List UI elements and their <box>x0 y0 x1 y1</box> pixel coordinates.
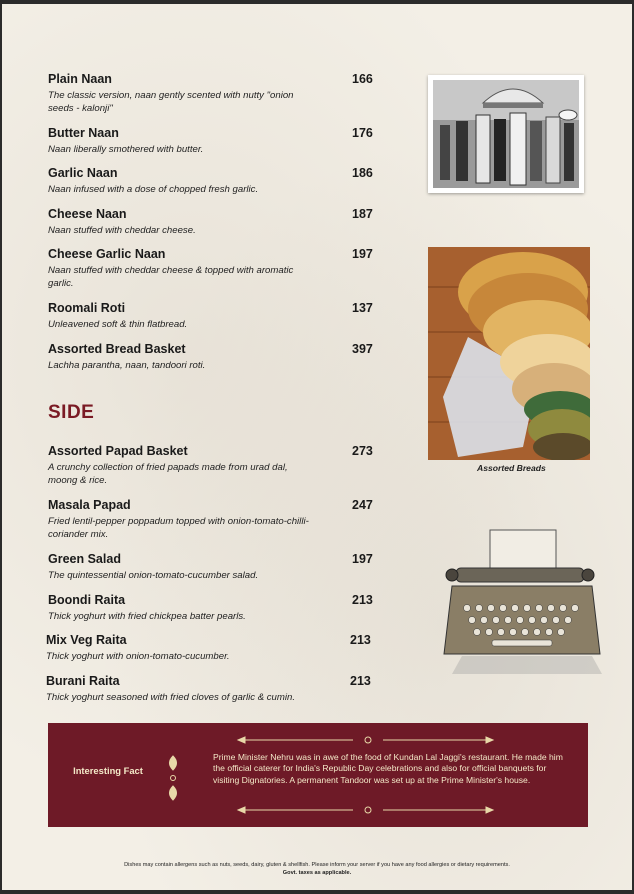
item-name: Mix Veg Raita <box>46 633 127 647</box>
item-description: Thick yoghurt with fried chickpea batter pearls. <box>48 611 246 622</box>
menu-item-green-salad <box>48 552 388 583</box>
item-name: Assorted Bread Basket <box>48 342 186 356</box>
item-description: Thick yoghurt seasoned with fried cloves of garlic & cumin. <box>46 692 296 703</box>
menu-item-cheese-naan <box>48 207 388 238</box>
menu-item-mix-veg-raita <box>46 633 386 664</box>
item-price: 176 <box>352 126 373 140</box>
menu-item-burani-raita <box>46 674 386 705</box>
item-price: 247 <box>352 498 373 512</box>
item-description: Fried lentil-pepper poppadum topped with onion-tomato-chilli-coriander mix. <box>48 516 309 540</box>
item-description: The quintessential onion-tomato-cucumber salad. <box>48 570 259 581</box>
menu-item-assorted-papad-basket <box>48 444 388 487</box>
item-description: Thick yoghurt with onion-tomato-cucumber. <box>46 651 230 662</box>
fact-title: Interesting Fact <box>73 765 143 776</box>
item-name: Green Salad <box>48 552 121 566</box>
item-name: Boondi Raita <box>48 593 126 607</box>
fact-text: Prime Minister Nehru was in awe of the food of Kundan Lal Jaggi's restaurant. He made him the official caterer for India's Republic Day celebrations and also for official banquets for visiting Dignatories. A permanent Tandoor was set up at the Prime Minister's house. <box>213 752 563 785</box>
item-name: Cheese Garlic Naan <box>48 247 166 261</box>
historic-photo <box>428 75 584 193</box>
menu-item-boondi-raita <box>48 593 388 624</box>
item-name: Butter Naan <box>48 126 119 140</box>
item-price: 197 <box>352 247 373 261</box>
photo-caption: Assorted Breads <box>477 463 546 473</box>
item-price: 186 <box>352 166 373 180</box>
menu-item-butter-naan <box>48 126 388 157</box>
item-name: Masala Papad <box>48 498 131 512</box>
item-price: 137 <box>352 301 373 315</box>
item-description: Naan stuffed with cheddar cheese & topped with aromatic garlic. <box>48 265 294 289</box>
section-title-side: SIDE <box>48 402 95 423</box>
item-price: 197 <box>352 552 373 566</box>
item-price: 187 <box>352 207 373 221</box>
menu-page <box>2 4 632 890</box>
tax-note: Govt. taxes as applicable. <box>282 870 352 876</box>
item-name: Cheese Naan <box>48 207 127 221</box>
item-description: Naan infused with a dose of chopped fresh garlic. <box>48 184 259 195</box>
item-name: Roomali Roti <box>48 301 126 315</box>
menu-item-roomali-roti <box>48 301 388 332</box>
item-name: Garlic Naan <box>48 166 118 180</box>
interesting-fact-box <box>48 723 588 827</box>
item-description: Unleavened soft & thin flatbread. <box>48 319 188 330</box>
menu-item-assorted-bread-basket <box>48 342 388 373</box>
item-name: Plain Naan <box>48 72 112 86</box>
item-description: Naan stuffed with cheddar cheese. <box>48 225 196 236</box>
typewriter-illustration <box>442 524 607 689</box>
menu-item-cheese-garlic-naan <box>48 247 388 290</box>
menu-item-plain-naan <box>48 72 388 115</box>
item-name: Burani Raita <box>46 674 120 688</box>
item-price: 273 <box>352 444 373 458</box>
item-description: The classic version, naan gently scented with nutty "onion seeds - kalonji" <box>48 90 294 114</box>
allergen-note: Dishes may contain allergens such as nuts, seeds, dairy, gluten & shellfish. Please inform your server if you have any food allergies or dietary requirements. <box>124 862 510 868</box>
item-description: A crunchy collection of fried papads made from urad dal, moong & rice. <box>48 462 288 486</box>
menu-item-masala-papad <box>48 498 388 541</box>
menu-item-garlic-naan <box>48 166 388 197</box>
item-price: 213 <box>352 593 373 607</box>
item-price: 397 <box>352 342 373 356</box>
item-name: Assorted Papad Basket <box>48 444 188 458</box>
item-price: 166 <box>352 72 373 86</box>
item-description: Naan liberally smothered with butter. <box>48 144 204 155</box>
item-price: 213 <box>350 674 371 688</box>
item-price: 213 <box>350 633 371 647</box>
assorted-breads-photo <box>428 247 590 460</box>
item-description: Lachha parantha, naan, tandoori roti. <box>48 360 206 371</box>
